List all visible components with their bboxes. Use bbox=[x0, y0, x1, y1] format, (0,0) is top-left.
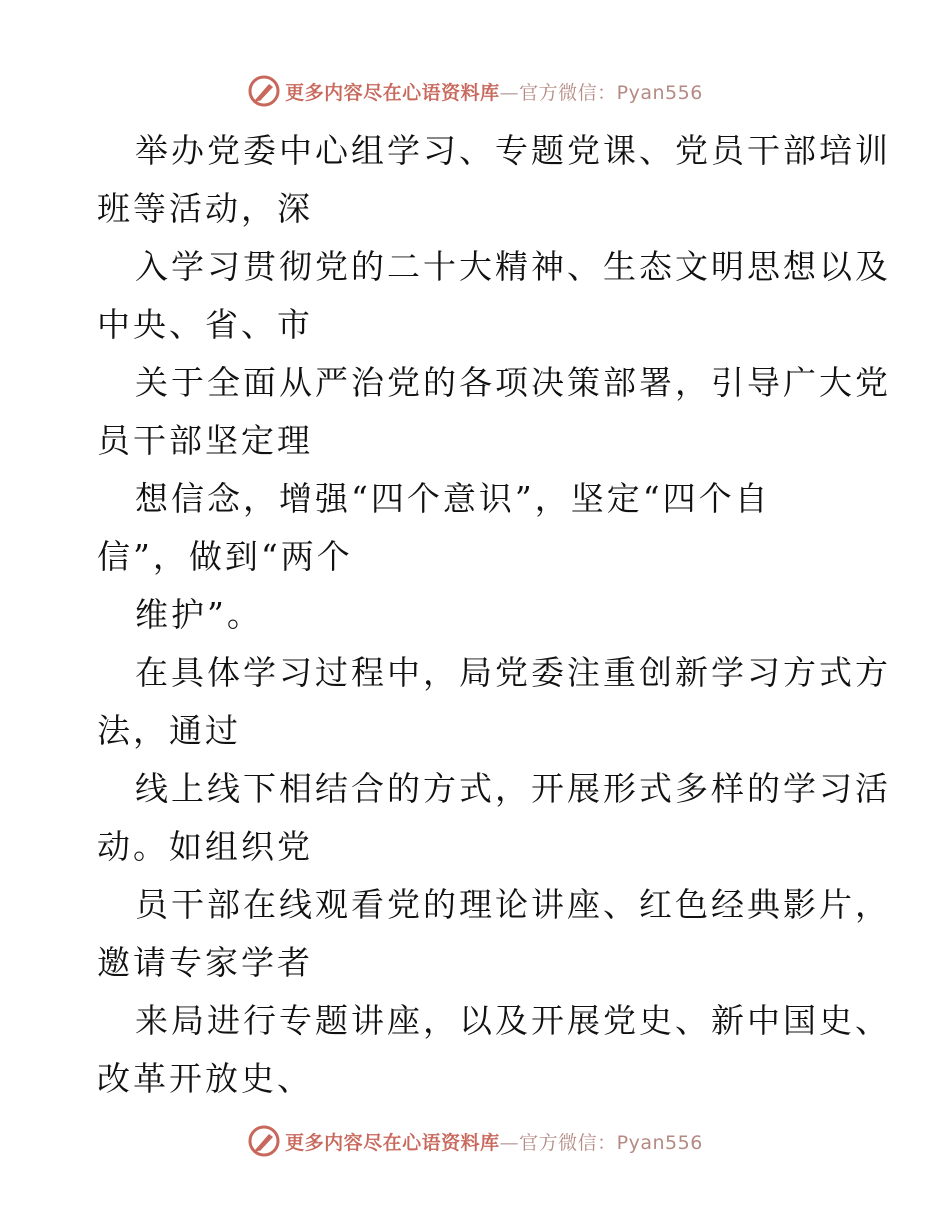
footer-banner-separator: — bbox=[499, 1131, 520, 1154]
text-line: 在具体学习过程中，局党委注重创新学习方式方 bbox=[135, 653, 891, 692]
pen-circle-logo-icon bbox=[247, 74, 281, 108]
header-banner-text bbox=[285, 78, 703, 105]
footer-banner-text bbox=[285, 1128, 703, 1155]
text-line: 中央、省、市 bbox=[97, 305, 313, 344]
footer-banner-wechat: 官方微信：Pyan556 bbox=[519, 1131, 703, 1154]
text-line: 员干部坚定理 bbox=[97, 421, 313, 460]
text-line: 线上线下相结合的方式，开展形式多样的学习活 bbox=[135, 769, 891, 808]
text-line: 维护”。 bbox=[135, 595, 263, 634]
text-line: 邀请专家学者 bbox=[97, 943, 313, 982]
text-line: 想信念，增强“四个意识”，坚定“四个自 bbox=[135, 479, 771, 518]
text-line: 班等活动，深 bbox=[97, 189, 313, 228]
document-body bbox=[97, 122, 891, 1108]
text-line: 改革开放史、 bbox=[97, 1059, 313, 1098]
header-banner bbox=[0, 71, 950, 111]
text-line: 动。如组织党 bbox=[97, 827, 313, 866]
text-line: 举办党委中心组学习、专题党课、党员干部培训 bbox=[135, 131, 891, 170]
footer-banner bbox=[0, 1121, 950, 1161]
header-banner-main: 更多内容尽在心语资料库 bbox=[285, 81, 500, 104]
text-line: 信”，做到“两个 bbox=[97, 537, 353, 576]
text-line: 员干部在线观看党的理论讲座、红色经典影片， bbox=[135, 885, 891, 924]
header-banner-wechat: 官方微信：Pyan556 bbox=[519, 81, 703, 104]
text-line: 来局进行专题讲座，以及开展党史、新中国史、 bbox=[135, 1001, 891, 1040]
pen-circle-logo-icon bbox=[247, 1124, 281, 1158]
text-line: 法，通过 bbox=[97, 711, 241, 750]
text-line: 入学习贯彻党的二十大精神、生态文明思想以及 bbox=[135, 247, 891, 286]
footer-banner-main: 更多内容尽在心语资料库 bbox=[285, 1131, 500, 1154]
header-banner-separator: — bbox=[499, 81, 520, 104]
text-line: 关于全面从严治党的各项决策部署，引导广大党 bbox=[135, 363, 891, 402]
